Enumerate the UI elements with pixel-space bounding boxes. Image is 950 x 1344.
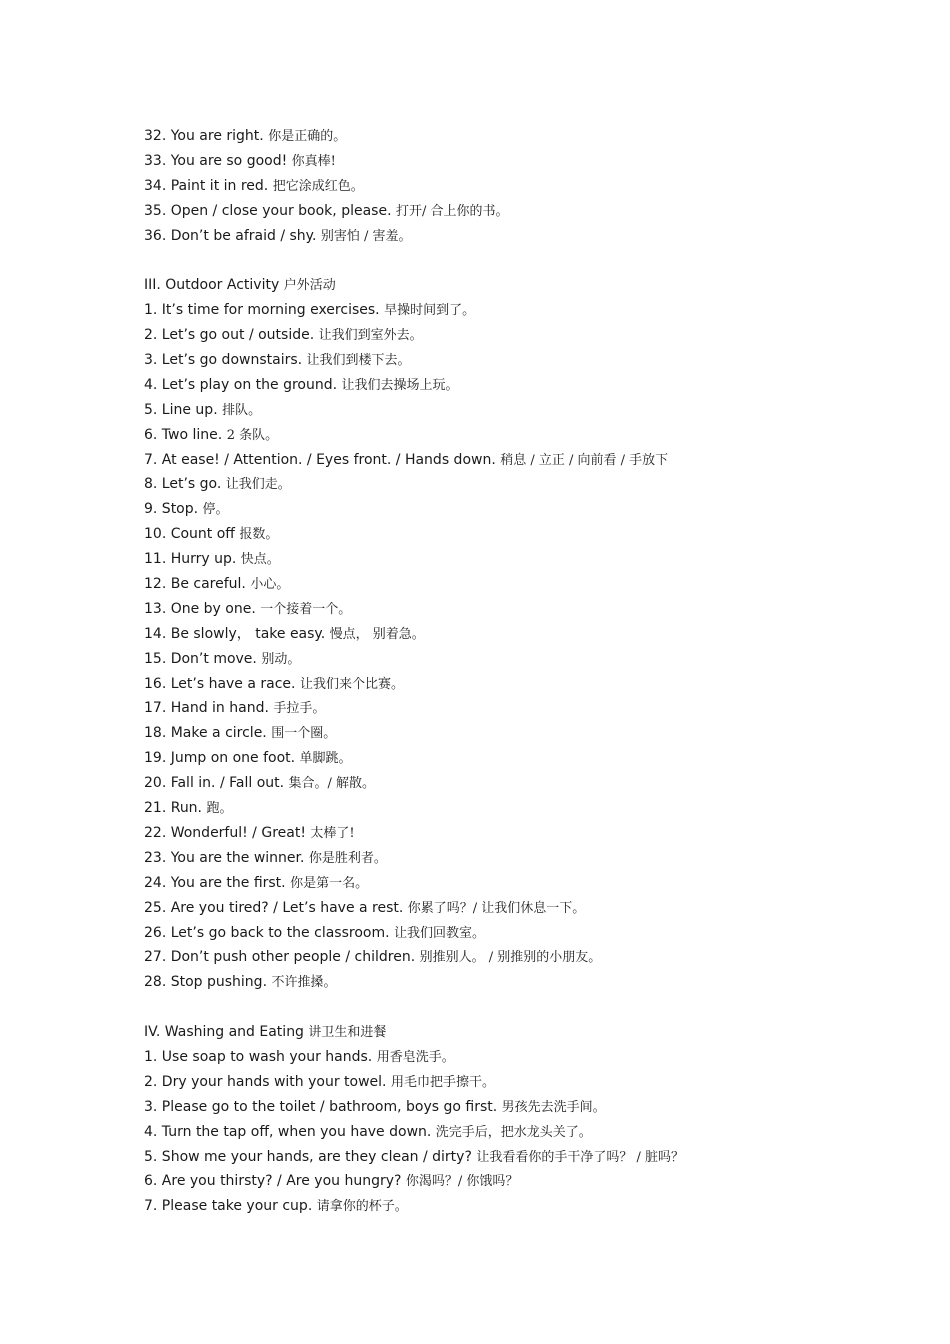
item-english: 34. Paint it in red. [144,177,269,194]
item-english: 21. Run. [144,800,203,817]
list-item [144,124,924,149]
section-heading [144,273,924,298]
item-chinese: 让我们到楼下去。 [306,353,411,369]
list-item [144,348,924,373]
list-item [144,572,924,597]
item-chinese: 快点。 [240,552,280,568]
item-english: 4. Turn the tap off, when you have down. [144,1123,432,1140]
item-chinese: 你是第一名。 [290,875,369,891]
list-item [144,597,924,622]
list-item [144,945,924,970]
item-english: 5. Line up. [144,401,218,418]
item-chinese: 稍息 / 立正 / 向前看 / 手放下 [500,452,669,468]
list-item [144,547,924,572]
item-chinese: 用香皂洗手。 [376,1049,455,1065]
list-item [144,1194,924,1219]
item-chinese: 别害怕 / 害羞。 [320,228,412,244]
list-item [144,472,924,497]
item-english: 14. Be slowly， take easy. [144,625,326,642]
item-english: 26. Let’s go back to the classroom. [144,924,390,941]
section-heading [144,1020,924,1045]
section-spacer [144,248,924,273]
list-item [144,746,924,771]
list-item [144,896,924,921]
item-english: 35. Open / close your book, please. [144,202,392,219]
section-ii-continued [144,124,924,248]
item-english: 3. Please go to the toilet / bathroom, boys go first. [144,1098,498,1115]
item-english: 24. You are the first. [144,874,286,891]
item-english: 7. At ease! / Attention. / Eyes front. / Hands down. [144,451,496,468]
heading-english: III. Outdoor Activity [144,277,280,294]
item-chinese: 跑。 [206,801,233,817]
item-chinese: 打开/ 合上你的书。 [395,203,509,219]
item-chinese: 排队。 [222,402,262,418]
item-english: 36. Don’t be afraid / shy. [144,227,317,244]
item-chinese: 集合。/ 解散。 [288,776,376,792]
item-english: 9. Stop. [144,501,199,518]
item-chinese: 让我们走。 [225,477,291,493]
item-english: 4. Let’s play on the ground. [144,376,338,393]
list-item [144,323,924,348]
list-item [144,921,924,946]
list-item [144,771,924,796]
list-item [144,796,924,821]
item-english: 20. Fall in. / Fall out. [144,775,285,792]
item-chinese: 你真棒! [291,153,336,169]
section-washing-and-eating [144,1020,924,1219]
item-chinese: 让我看看你的手干净了吗？ / 脏吗？ [476,1149,684,1165]
item-chinese: 用毛巾把手擦干。 [390,1074,495,1090]
item-english: 17. Hand in hand. [144,700,269,717]
item-english: 5. Show me your hands, are they clean / dirty? [144,1148,472,1165]
item-chinese: 请拿你的杯子。 [316,1199,408,1215]
list-item [144,1120,924,1145]
list-item [144,448,924,473]
item-chinese: 洗完手后，把水龙头关了。 [435,1124,592,1140]
item-english: 1. Use soap to wash your hands. [144,1048,373,1065]
item-chinese: 让我们去操场上玩。 [341,377,459,393]
item-english: 12. Be careful. [144,576,246,593]
item-english: 23. You are the winner. [144,849,305,866]
item-english: 16. Let’s have a race. [144,675,296,692]
item-chinese: 慢点， 别着急。 [329,626,425,642]
list-item [144,721,924,746]
list-item [144,174,924,199]
section-outdoor-activity [144,273,924,995]
list-item [144,1070,924,1095]
item-chinese: 一个接着一个。 [260,601,352,617]
item-english: 27. Don’t push other people / children. [144,949,416,966]
item-chinese: 让我们来个比赛。 [299,676,404,692]
item-chinese: 男孩先去洗手间。 [501,1099,606,1115]
section-spacer [144,995,924,1020]
item-chinese: 早操时间到了。 [384,303,476,319]
list-item [144,970,924,995]
item-english: 7. Please take your cup. [144,1198,313,1215]
list-item [144,149,924,174]
list-item [144,846,924,871]
item-chinese: 你是胜利者。 [308,850,387,866]
item-english: 18. Make a circle. [144,725,267,742]
item-english: 6. Are you thirsty? / Are you hungry? [144,1173,402,1190]
item-chinese: 你是正确的。 [268,129,347,144]
item-chinese: 2 条队。 [226,427,279,443]
item-english: 2. Let’s go out / outside. [144,327,315,344]
list-item [144,696,924,721]
item-english: 28. Stop pushing. [144,974,268,991]
list-item [144,1045,924,1070]
list-item [144,497,924,522]
item-chinese: 单脚跳。 [299,751,352,767]
item-english: 11. Hurry up. [144,551,237,568]
list-item [144,398,924,423]
item-english: 13. One by one. [144,600,256,617]
item-english: 15. Don’t move. [144,650,257,667]
item-chinese: 别动。 [261,651,301,667]
item-chinese: 别推别人。 / 别推别的小朋友。 [419,950,602,966]
item-english: 2. Dry your hands with your towel. [144,1073,387,1090]
item-chinese: 你累了吗？/ 让我们休息一下。 [407,900,586,916]
item-chinese: 不许推搡。 [271,975,337,991]
list-item [144,1095,924,1120]
item-chinese: 太棒了! [310,825,355,841]
item-chinese: 你渴吗？/ 你饿吗？ [405,1174,519,1190]
item-english: 8. Let’s go. [144,476,222,493]
item-chinese: 围一个圈。 [271,726,337,742]
item-english: 6. Two line. [144,426,223,443]
list-item [144,224,924,249]
item-english: 32. You are right. [144,128,264,144]
list-item [144,373,924,398]
item-chinese: 手拉手。 [273,701,326,717]
item-english: 19. Jump on one foot. [144,750,296,767]
document-body [144,124,924,1219]
item-english: 3. Let’s go downstairs. [144,352,303,369]
list-item [144,622,924,647]
heading-chinese: 户外活动 [283,278,336,294]
item-chinese: 小心。 [250,577,290,593]
item-english: 1. It’s time for morning exercises. [144,302,380,319]
list-item [144,298,924,323]
list-item [144,871,924,896]
list-item [144,672,924,697]
item-chinese: 停。 [202,502,229,518]
list-item [144,647,924,672]
list-item [144,821,924,846]
item-english: 33. You are so good! [144,152,288,169]
list-item [144,1169,924,1194]
item-english: 22. Wonderful! / Great! [144,824,306,841]
list-item [144,423,924,448]
item-english: 25. Are you tired? / Let’s have a rest. [144,899,404,916]
item-chinese: 把它涂成红色。 [272,178,364,194]
heading-chinese: 讲卫生和进餐 [308,1025,387,1041]
item-chinese: 报数。 [239,527,279,543]
heading-english: IV. Washing and Eating [144,1024,304,1041]
list-item [144,199,924,224]
list-item [144,1145,924,1170]
item-chinese: 让我们到室外去。 [318,328,423,344]
item-english: 10. Count off [144,526,235,543]
item-chinese: 让我们回教室。 [394,925,486,941]
list-item [144,522,924,547]
